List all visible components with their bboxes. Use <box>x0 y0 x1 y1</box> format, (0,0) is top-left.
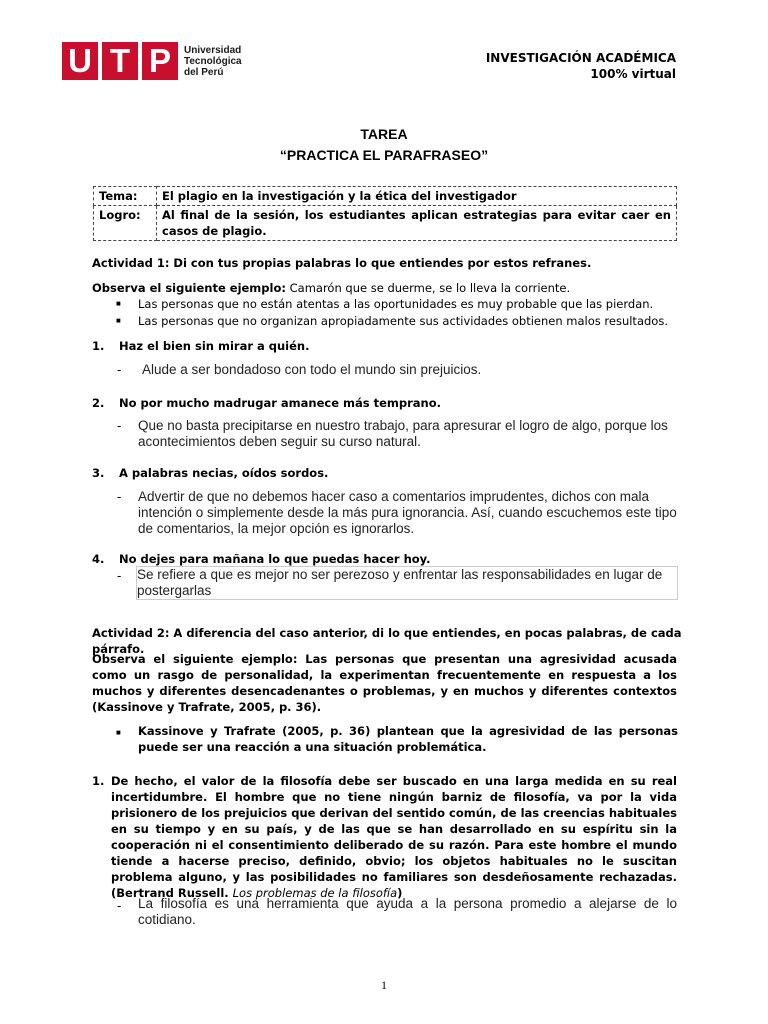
table-row-tema <box>94 187 677 206</box>
activity2-item1-answer: La filosofía es una herramienta que ayuda a la persona promedio a alejarse de lo cotidiano. <box>138 896 677 927</box>
example-bullet-1: Las personas que no están atentas a las oportunidades es muy probable que las pierdan. <box>138 297 654 311</box>
item4-text: No dejes para mañana lo que puedas hacer hoy. <box>119 552 431 566</box>
item1-text: Haz el bien sin mirar a quién. <box>119 339 310 353</box>
page-number: 1 <box>381 978 387 992</box>
logo-box <box>62 42 178 80</box>
tema-label: Tema: <box>94 187 157 206</box>
dash-icon: - <box>117 418 122 433</box>
header-course-info <box>486 50 676 82</box>
activity2-heading: Actividad 2: A diferencia del caso anterior, di lo que entiendes, en pocas palabras, de cada párrafo. <box>92 626 682 656</box>
activity2-example-bullet: Kassinove y Trafrate (2005, p. 36) plantean que la agresividad de las personas puede ser una reacción a una situación problemática. <box>138 724 678 754</box>
info-table <box>93 186 677 241</box>
activity1-example: Observa el siguiente ejemplo: Camarón que se duerme, se lo lleva la corriente. <box>92 281 571 295</box>
dash-icon: - <box>117 568 122 583</box>
item2-text: No por mucho madrugar amanece más temprano. <box>119 396 442 410</box>
source-title: Los problemas de la filosofía <box>232 886 398 900</box>
logro-label: Logro: <box>94 206 157 241</box>
table-row-logro <box>94 206 677 241</box>
activity2-item1-number: 1. <box>92 774 105 788</box>
bullet-icon: ■ <box>116 299 121 308</box>
logo-letter-p: P <box>148 42 171 79</box>
activity1-heading: Actividad 1: Di con tus propias palabras lo que entiendes por estos refranes. <box>92 256 592 270</box>
example-bullet-2: Las personas que no organizan apropiadamente sus actividades obtienen malos resultados. <box>138 314 668 328</box>
page-title: TAREA <box>360 126 408 142</box>
item4-answer: Se refiere a que es mejor no ser perezoso y enfrentar las responsabilidades en lugar de postergarlas <box>136 566 678 600</box>
page-subtitle: “PRACTICA EL PARAFRASEO” <box>279 147 489 163</box>
dash-icon: - <box>117 489 122 504</box>
item2-number: 2. <box>92 396 105 410</box>
item3-number: 3. <box>92 466 105 480</box>
dash-icon: - <box>117 898 122 913</box>
course-mode: 100% virtual <box>590 67 676 81</box>
logo-letter-u: U <box>68 42 92 79</box>
course-name: INVESTIGACIÓN ACADÉMICA <box>485 51 676 65</box>
utp-logo <box>62 42 242 80</box>
activity2-example: Observa el siguiente ejemplo: Las personas que presentan una agresividad acusada como un rasgo de personalidad, la experimentan frecuentemente en respuesta a los muchos y diferentes desencadenantes o problemas, y en muchos y diferentes contextos (Kassinove y Trafrate, 2005, p. 36). <box>92 652 677 714</box>
item3-text: A palabras necias, oídos sordos. <box>119 466 329 480</box>
activity2-item1-text: De hecho, el valor de la filosofía debe ser buscado en una larga medida en su real incertidumbre. El hombre que no tiene ningún barniz de filosofía, va por la vida prisionero de los prejuicios que derivan del sentido común, de las creencias habituales en su tiempo y en su país, y de las que se han desarrollado en su espíritu sin la cooperación ni el consentimiento deliberado de su razón. Para este hombre el mundo tiende a hacerse preciso, definido, obvio; los objetos habituales no le suscitan problema alguno, y las posibilidades no familiares son desdeñosamente rechazadas. (Bertrand Russell. Los problemas de la filosofía) <box>111 774 677 900</box>
logo-university-name: Universidad Tecnológica del Perú <box>184 44 242 78</box>
tema-value: El plagio en la investigación y la ética del investigador <box>157 187 677 206</box>
item1-number: 1. <box>92 339 105 353</box>
logro-value: Al final de la sesión, los estudiantes aplican estrategias para evitar caer en casos de plagio. <box>157 206 677 241</box>
item2-answer: Que no basta precipitarse en nuestro trabajo, para apresurar el logro de algo, porque los acontecimientos deben seguir su curso natural. <box>138 418 668 449</box>
item4-number: 4. <box>92 552 105 566</box>
item1-answer: Alude a ser bondadoso con todo el mundo sin prejuicios. <box>142 362 482 377</box>
item3-answer: Advertir de que no debemos hacer caso a comentarios imprudentes, dichos con mala intención o simplemente desde la más pura ignorancia. Así, cuando escuchemos este tipo de comentarios, la mejor opción es ignorarlos. <box>138 489 677 536</box>
bullet-icon: ■ <box>116 728 121 737</box>
dash-icon: - <box>117 362 122 377</box>
logo-letter-t: T <box>109 42 131 79</box>
bullet-icon: ■ <box>116 316 121 325</box>
